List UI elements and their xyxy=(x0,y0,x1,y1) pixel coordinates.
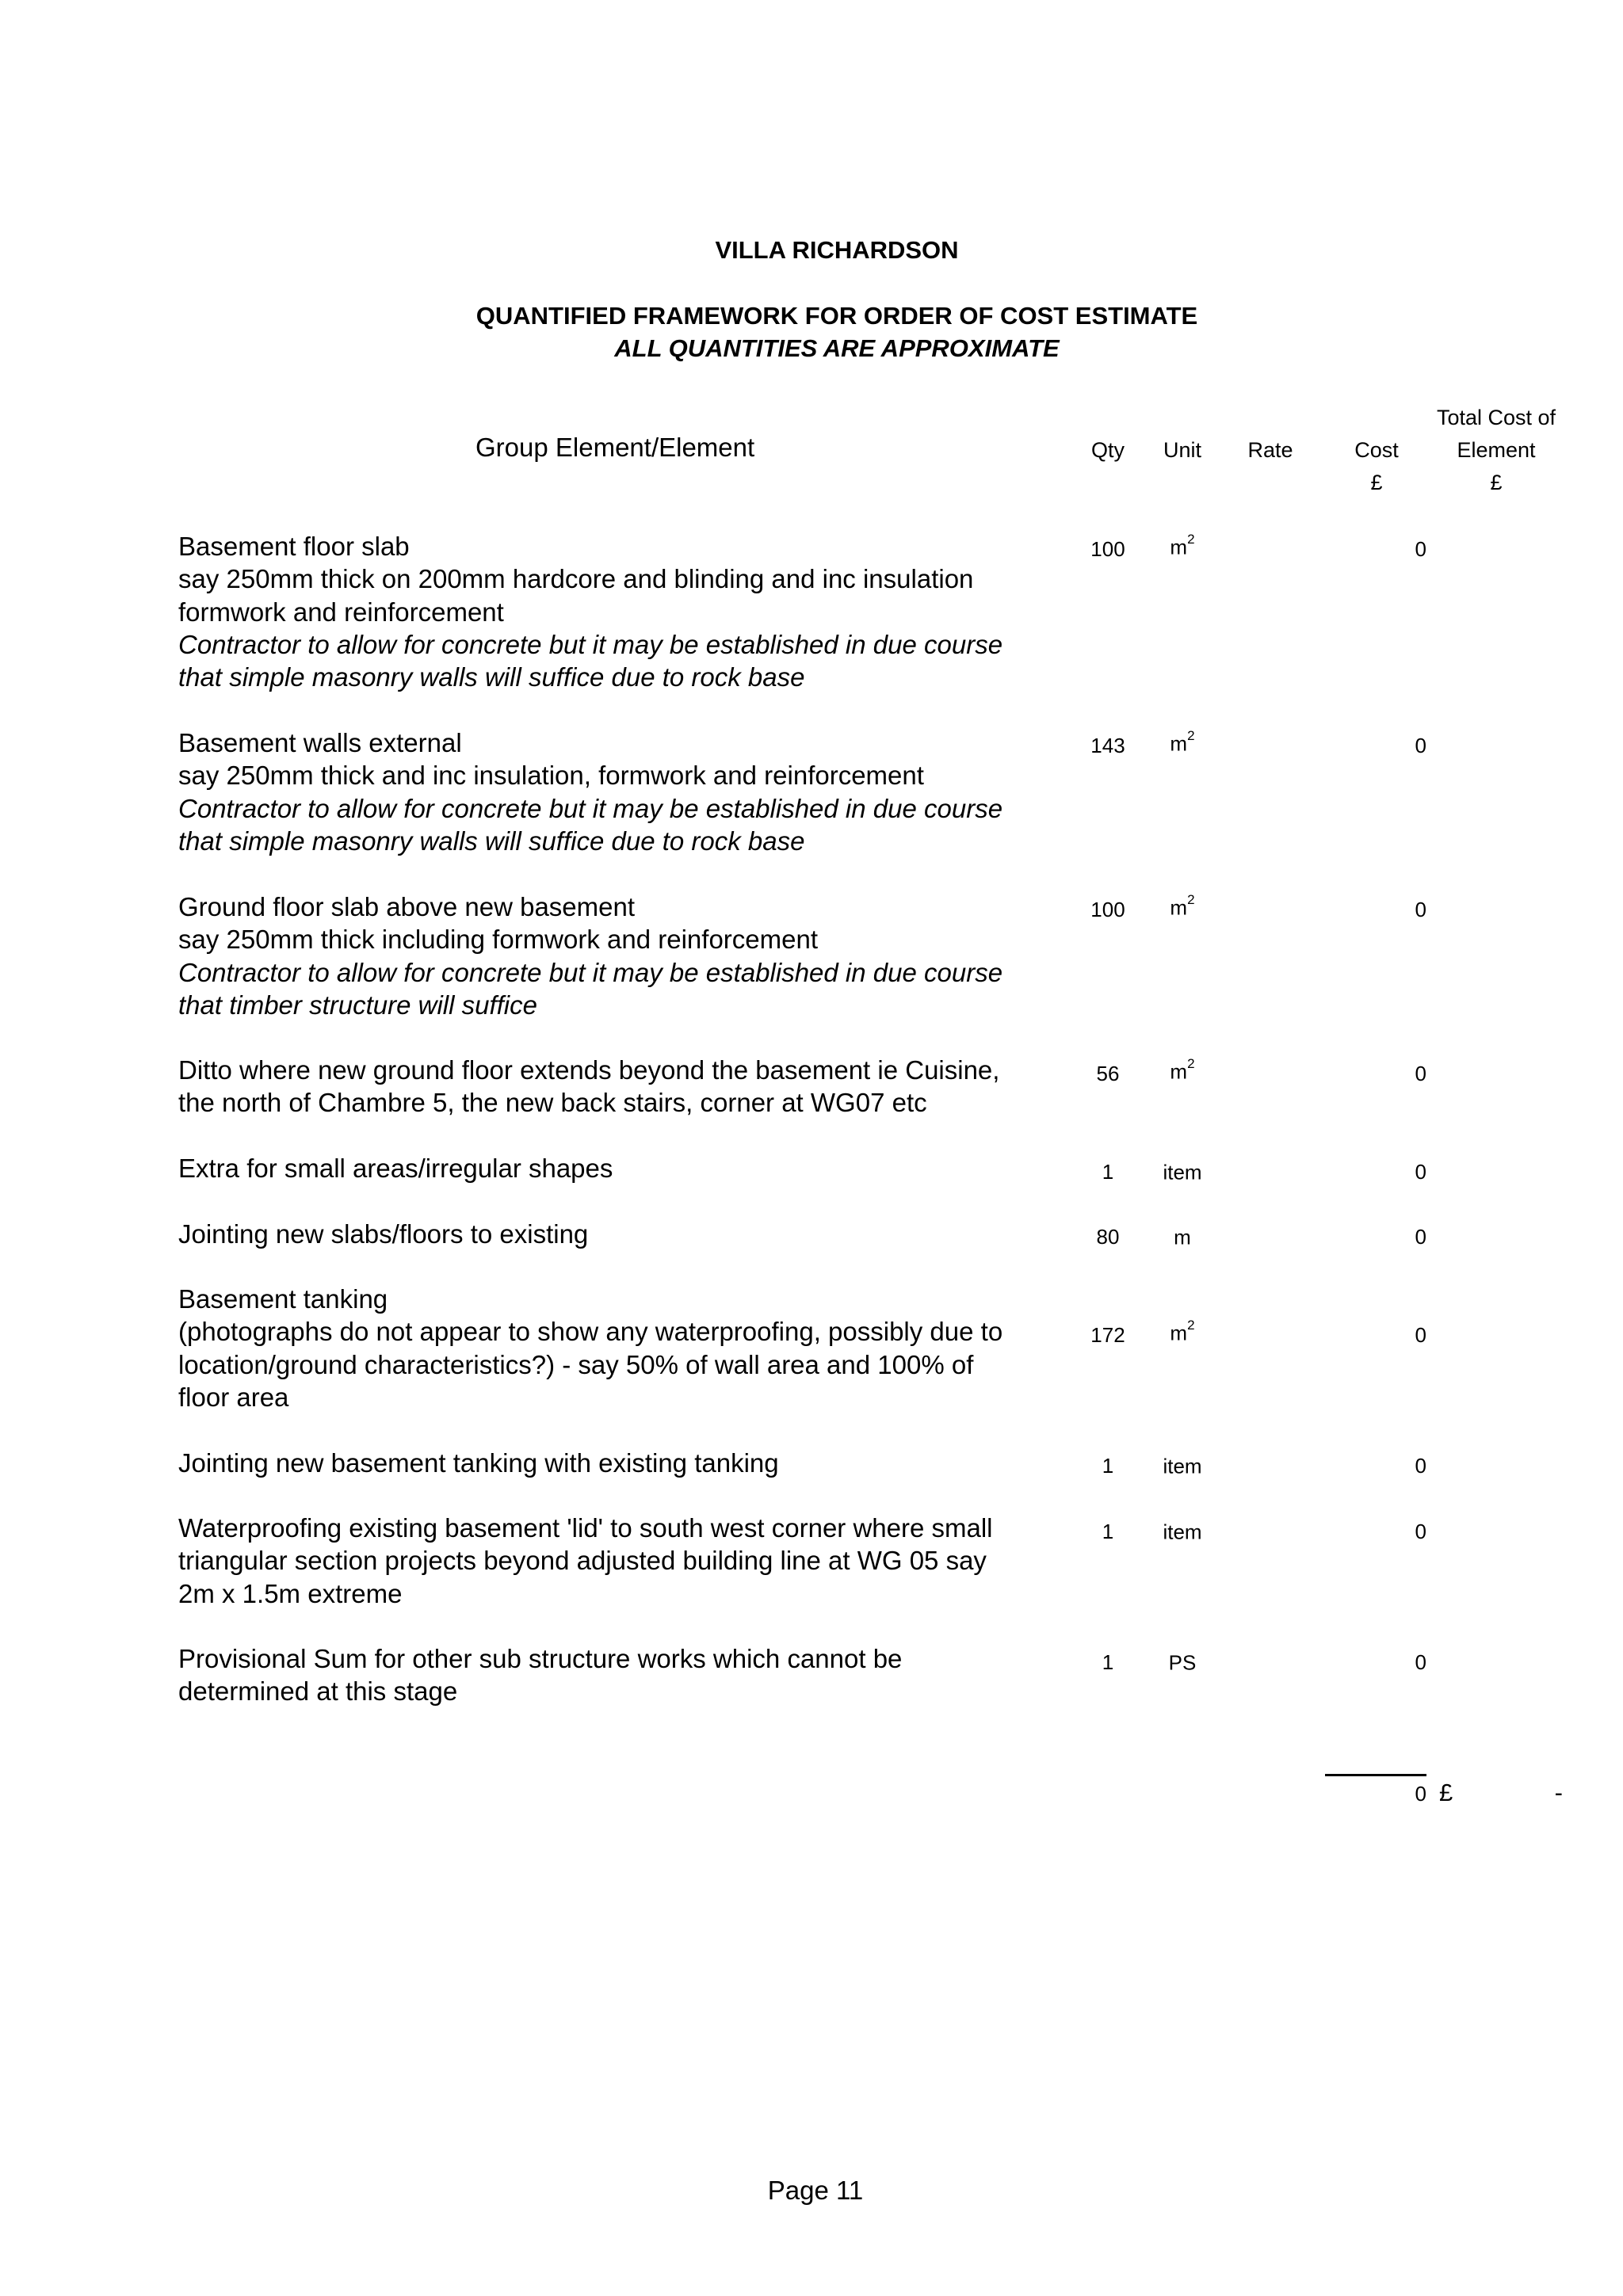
item-cost: 0 xyxy=(1415,734,1426,757)
column-header-rate: Rate xyxy=(1247,438,1293,462)
total-underline xyxy=(1325,1774,1426,1776)
element-total: - xyxy=(1554,1779,1563,1806)
item-qty: 1 xyxy=(1102,1454,1114,1478)
item-unit-superscript: 2 xyxy=(1187,728,1195,743)
item-description xyxy=(178,1512,1034,1610)
item-unit xyxy=(1135,1650,1230,1676)
item-unit-superscript: 2 xyxy=(1187,532,1195,547)
column-header-total-currency: £ xyxy=(1490,471,1503,494)
item-line: Provisional Sum for other sub structure works which cannot be xyxy=(178,1644,903,1673)
item-line: Extra for small areas/irregular shapes xyxy=(178,1154,613,1183)
item-line: location/ground characteristics?) - say 50% of wall area and 100% of xyxy=(178,1349,974,1379)
item-cost: 0 xyxy=(1415,1520,1426,1543)
item-line: Jointing new slabs/floors to existing xyxy=(178,1219,589,1249)
item-unit-text: m xyxy=(1174,1225,1191,1249)
item-cost: 0 xyxy=(1415,1225,1426,1249)
item-unit-text: item xyxy=(1163,1520,1202,1544)
item-description xyxy=(178,530,1034,693)
item-line: Contractor to allow for concrete but it may be established in due course xyxy=(178,793,1003,823)
item-line: Basement floor slab xyxy=(178,532,410,561)
item-cost: 0 xyxy=(1415,1160,1426,1184)
item-unit-text: m xyxy=(1170,1059,1188,1084)
item-cost: 0 xyxy=(1415,1454,1426,1478)
item-qty: 100 xyxy=(1090,898,1125,921)
column-header-unit: Unit xyxy=(1163,438,1201,462)
item-unit-text: m xyxy=(1170,535,1188,559)
item-cost: 0 xyxy=(1415,537,1426,561)
item-unit xyxy=(1135,728,1230,757)
item-qty: 80 xyxy=(1096,1225,1120,1249)
item-unit-text: m xyxy=(1170,731,1188,756)
item-qty: 172 xyxy=(1090,1323,1125,1347)
item-description xyxy=(178,1283,1034,1413)
item-qty: 56 xyxy=(1096,1062,1120,1085)
item-unit-text: PS xyxy=(1168,1650,1197,1675)
item-unit xyxy=(1135,1160,1230,1185)
item-unit-text: m xyxy=(1170,895,1188,920)
item-qty: 1 xyxy=(1102,1520,1114,1543)
item-cost: 0 xyxy=(1415,898,1426,921)
item-line: that timber structure will suffice xyxy=(178,990,537,1020)
item-line: Contractor to allow for concrete but it may be established in due course xyxy=(178,629,1003,659)
item-unit xyxy=(1135,532,1230,560)
total-cost: 0 xyxy=(1415,1782,1426,1806)
item-unit-superscript: 2 xyxy=(1187,1318,1195,1333)
item-qty: 1 xyxy=(1102,1650,1114,1674)
item-line: triangular section projects beyond adjusted building line at WG 05 say xyxy=(178,1546,987,1576)
item-line: Waterproofing existing basement 'lid' to south west corner where small xyxy=(178,1513,993,1543)
item-line: 2m x 1.5m extreme xyxy=(178,1578,403,1608)
item-qty: 143 xyxy=(1090,734,1125,757)
column-header-qty: Qty xyxy=(1090,438,1125,462)
column-header-cost: Cost xyxy=(1354,438,1399,462)
item-unit xyxy=(1135,892,1230,921)
total-currency: £ xyxy=(1439,1779,1453,1806)
item-line: that simple masonry walls will suffice due to rock base xyxy=(178,826,805,856)
column-header-group-element: Group Element/Element xyxy=(475,433,755,462)
item-unit-superscript: 2 xyxy=(1187,1056,1195,1071)
item-description xyxy=(178,1642,1034,1708)
item-line: formwork and reinforcement xyxy=(178,597,504,627)
item-description xyxy=(178,1218,1034,1250)
item-description xyxy=(178,727,1034,857)
item-line: floor area xyxy=(178,1382,289,1412)
item-line: Basement tanking xyxy=(178,1284,388,1314)
item-unit xyxy=(1135,1454,1230,1479)
item-description xyxy=(178,1447,1034,1479)
item-cost: 0 xyxy=(1415,1650,1426,1674)
item-unit-superscript: 2 xyxy=(1187,892,1195,907)
item-description xyxy=(178,1054,1034,1119)
item-unit xyxy=(1135,1056,1230,1085)
item-cost: 0 xyxy=(1415,1323,1426,1347)
page-number: Page 11 xyxy=(767,2176,864,2205)
document-subtitle-italic: ALL QUANTITIES ARE APPROXIMATE xyxy=(614,334,1060,362)
item-unit-text: item xyxy=(1163,1160,1202,1184)
column-header-total-line2: Element xyxy=(1457,438,1536,462)
column-header-cost-currency: £ xyxy=(1370,471,1383,494)
item-line: Contractor to allow for concrete but it may be established in due course xyxy=(178,957,1003,987)
document-title: VILLA RICHARDSON xyxy=(715,236,959,264)
item-qty: 100 xyxy=(1090,537,1125,561)
item-line: Ditto where new ground floor extends beyond the basement ie Cuisine, xyxy=(178,1055,1000,1085)
item-line: that simple masonry walls will suffice due to rock base xyxy=(178,662,805,692)
column-header-total-line1: Total Cost of xyxy=(1436,406,1556,429)
item-qty: 1 xyxy=(1102,1160,1114,1184)
item-line: Basement walls external xyxy=(178,728,462,757)
item-line: say 250mm thick and inc insulation, formwork and reinforcement xyxy=(178,761,924,791)
item-unit-text: item xyxy=(1163,1454,1202,1478)
item-unit-text: m xyxy=(1170,1321,1188,1345)
item-line: say 250mm thick on 200mm hardcore and blinding and inc insulation xyxy=(178,564,974,594)
item-line: (photographs do not appear to show any waterproofing, possibly due to xyxy=(178,1317,1003,1347)
item-unit xyxy=(1135,1225,1230,1250)
item-unit xyxy=(1135,1520,1230,1545)
item-line: the north of Chambre 5, the new back stairs, corner at WG07 etc xyxy=(178,1088,927,1118)
item-description xyxy=(178,1152,1034,1184)
item-line: say 250mm thick including formwork and reinforcement xyxy=(178,925,819,955)
item-line: Ground floor slab above new basement xyxy=(178,892,636,921)
item-unit xyxy=(1135,1318,1230,1346)
item-description xyxy=(178,891,1034,1021)
document-subtitle: QUANTIFIED FRAMEWORK FOR ORDER OF COST ESTIMATE xyxy=(475,302,1198,330)
item-line: determined at this stage xyxy=(178,1676,458,1707)
item-cost: 0 xyxy=(1415,1062,1426,1085)
item-line: Jointing new basement tanking with existing tanking xyxy=(178,1448,779,1478)
